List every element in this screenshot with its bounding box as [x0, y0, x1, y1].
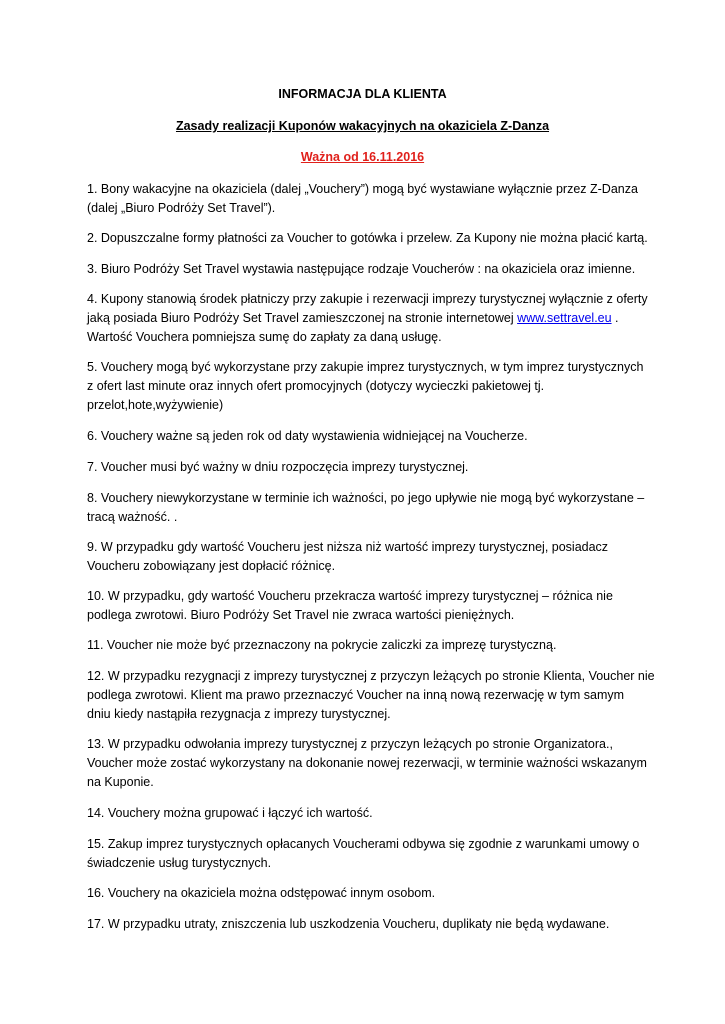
valid-from-date: Ważna od 16.11.2016: [300, 150, 425, 164]
rule-4: [87, 290, 647, 347]
rule-15-line: świadczenie usług turystycznych.: [87, 856, 272, 870]
rule-3-line: 3. Biuro Podróży Set Travel wystawia następujące rodzaje Voucherów : na okaziciela oraz imienne.: [87, 262, 636, 276]
rule-3: [87, 260, 647, 279]
rule-9-line: Voucheru zobowiązany jest dopłacić różnicę.: [87, 559, 336, 573]
rule-13-line: 13. W przypadku odwołania imprezy turystycznej z przyczyn leżących po stronie Organizatora.,: [87, 737, 613, 751]
rule-14: [87, 804, 647, 823]
rule-12-line: dniu kiedy nastąpiła rezygnacja z imprezy turystycznej.: [87, 707, 391, 721]
rule-4-line: 4. Kupony stanowią środek płatniczy przy zakupie i rezerwacji imprezy turystycznej wyłącznie z oferty: [87, 292, 648, 306]
rule-9-line: 9. W przypadku gdy wartość Voucheru jest niższa niż wartość imprezy turystycznej, posiadacz: [87, 540, 609, 554]
rule-13-line: na Kuponie.: [87, 775, 154, 789]
rule-11-line: 11. Voucher nie może być przeznaczony na pokrycie zaliczki za imprezę turystyczną.: [87, 638, 557, 652]
rule-15-line: 15. Zakup imprez turystycznych opłacanych Voucherami odbywa się zgodnie z warunkami umowy o: [87, 837, 640, 851]
rule-8-line: 8. Vouchery niewykorzystane w terminie ich ważności, po jego upływie nie mogą być wykorzystane –: [87, 491, 645, 505]
rule-4-line: Wartość Vouchera pomniejsza sumę do zapłaty za daną usługę.: [87, 330, 442, 344]
rule-5-line: z ofert last minute oraz innych ofert promocyjnych (dotyczy wycieczki pakietowej tj.: [87, 379, 545, 393]
rule-7: [87, 458, 647, 477]
rule-12-line: podlega zwrotowi. Klient ma prawo przeznaczyć Voucher na inną nową rezerwację w tym samym: [87, 688, 625, 702]
rule-14-line: 14. Vouchery można grupować i łączyć ich wartość.: [87, 806, 373, 820]
rule-4-line: [87, 309, 647, 328]
rule-10-line: podlega zwrotowi. Biuro Podróży Set Travel nie zwraca wartości pieniężnych.: [87, 608, 515, 622]
rule-1-line: 1. Bony wakacyjne na okaziciela (dalej „Vouchery”) mogą być wystawiane wyłącznie przez Z-Danza: [87, 182, 638, 196]
rule-11: [87, 636, 647, 655]
document-title: INFORMACJA DLA KLIENTA: [278, 87, 447, 101]
rule-10-line: 10. W przypadku, gdy wartość Voucheru przekracza wartość imprezy turystycznej – różnica nie: [87, 589, 613, 603]
rule-5-line: przelot,hote,wyżywienie): [87, 398, 224, 412]
rule-13-line: Voucher może zostać wykorzystany na dokonanie nowej rezerwacji, w terminie ważności wskazanym: [87, 756, 647, 770]
rule-17: [87, 915, 647, 934]
rule-13: [87, 735, 647, 792]
document-subtitle: Zasady realizacji Kuponów wakacyjnych na okaziciela Z-Danza: [175, 119, 550, 133]
rule-4-text: .: [611, 311, 619, 325]
rule-6: [87, 427, 647, 446]
rule-8: [87, 489, 647, 527]
rule-17-line: 17. W przypadku utraty, zniszczenia lub uszkodzenia Voucheru, duplikaty nie będą wydawane.: [87, 917, 610, 931]
rule-2: [87, 229, 647, 248]
rule-5: [87, 358, 647, 415]
rule-5-line: 5. Vouchery mogą być wykorzystane przy zakupie imprez turystycznych, w tym imprez turystycznych: [87, 360, 644, 374]
rule-12-line: 12. W przypadku rezygnacji z imprezy turystycznej z przyczyn leżących po stronie Klienta, Voucher nie: [87, 669, 655, 683]
rule-4-text: jaką posiada Biuro Podróży Set Travel zamieszczonej na stronie internetowej: [87, 311, 518, 325]
rule-12: [87, 667, 655, 724]
rule-16-line: 16. Vouchery na okaziciela można odstępować innym osobom.: [87, 886, 436, 900]
rule-1: [87, 180, 647, 218]
rule-1-line: (dalej „Biuro Podróży Set Travel”).: [87, 201, 276, 215]
rule-10: [87, 587, 647, 625]
rule-9: [87, 538, 647, 576]
rule-15: [87, 835, 647, 873]
rule-6-line: 6. Vouchery ważne są jeden rok od daty wystawienia widniejącej na Voucherze.: [87, 429, 528, 443]
rule-7-line: 7. Voucher musi być ważny w dniu rozpoczęcia imprezy turystycznej.: [87, 460, 469, 474]
settravel-website-link[interactable]: www.settravel.eu: [517, 311, 612, 325]
rule-16: [87, 884, 647, 903]
rule-8-line: tracą ważność. .: [87, 510, 178, 524]
rule-2-line: 2. Dopuszczalne formy płatności za Voucher to gotówka i przelew. Za Kupony nie można płacić kartą.: [87, 231, 648, 245]
